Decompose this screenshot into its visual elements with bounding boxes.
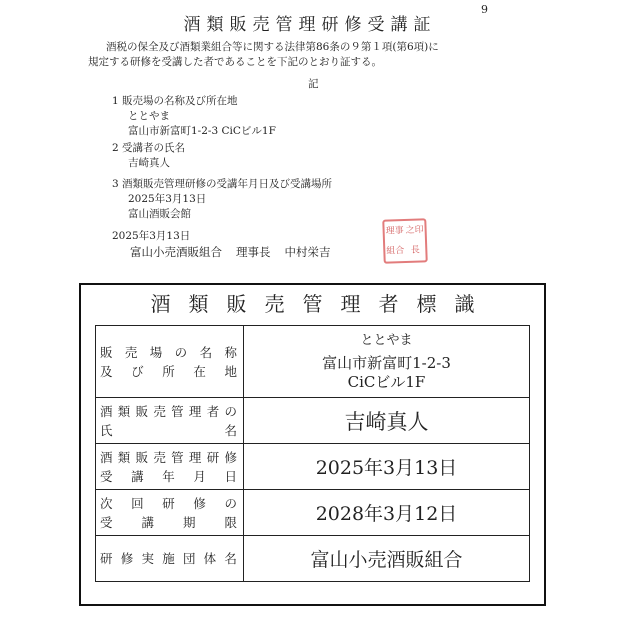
label-char: 日 — [224, 468, 237, 484]
label-char: 売 — [153, 403, 166, 419]
label-char: 回 — [131, 495, 144, 511]
seal-text: 長 — [410, 244, 420, 256]
label-line — [100, 362, 243, 381]
store-name-value: ととやま — [360, 333, 413, 348]
label-char: 在 — [193, 363, 206, 379]
store-address-value: CiCビル1F — [347, 373, 426, 391]
label-line — [100, 494, 243, 513]
sign-row-value — [244, 536, 530, 582]
label-char: 講 — [141, 514, 154, 530]
label-char: 所 — [162, 363, 175, 379]
label-char: の — [224, 403, 237, 419]
item-store — [112, 94, 276, 139]
sign-row-label — [96, 326, 244, 398]
sign-title: 酒類販売管理者標識 — [150, 292, 493, 316]
label-char: 類 — [117, 449, 131, 465]
label-char: 称 — [224, 344, 237, 360]
preamble-line: 規定する研修を受講した者であることを下記のとおり証する。 — [88, 56, 382, 68]
training-date: 2025年3月13日 — [128, 193, 207, 205]
label-char: 名 — [224, 422, 237, 438]
label-line — [100, 421, 243, 440]
label-char: 地 — [224, 363, 237, 379]
store-name: ととやま — [128, 110, 170, 122]
label-char: 研 — [206, 449, 220, 465]
label-char: 売 — [153, 449, 166, 465]
sign-row-value — [244, 490, 530, 536]
label-line — [100, 467, 243, 486]
official-seal — [382, 218, 428, 264]
issuer-block — [112, 228, 345, 260]
label-char: 管 — [171, 403, 184, 419]
label-char: の — [224, 495, 237, 511]
label-char: 期 — [182, 514, 196, 530]
label-char: 修 — [120, 551, 134, 566]
label-char: 酒 — [100, 449, 113, 465]
sign-row — [96, 326, 530, 398]
preamble-line: 酒税の保全及び酒類業組合等に関する法律第86条の９第１項(第6項)に — [106, 41, 439, 53]
label-char: 施 — [162, 551, 175, 566]
label-line — [100, 549, 243, 568]
label-char: 販 — [100, 344, 113, 360]
page-number: 9 — [481, 3, 488, 16]
label-char: 名 — [224, 551, 237, 566]
label-char: 氏 — [100, 422, 113, 438]
store-address-value: 富山市新富町1-2-3 — [322, 354, 451, 372]
item-trainee — [112, 141, 185, 171]
label-char: 類 — [117, 403, 131, 419]
label-char: 修 — [224, 449, 237, 465]
issuer-org: 富山小売酒販組合 — [130, 245, 222, 259]
label-char: 体 — [203, 551, 217, 566]
label-char: 年 — [162, 468, 175, 484]
label-char: 管 — [171, 449, 184, 465]
label-char: 講 — [131, 468, 144, 484]
issue-date: 2025年3月13日 — [112, 230, 191, 242]
label-char: 研 — [162, 495, 175, 511]
label-char: の — [174, 344, 188, 360]
issuer-name: 中村栄吉 — [284, 245, 331, 259]
certificate-preamble — [88, 40, 558, 70]
item-heading: 1 販売場の名称及び所在地 — [112, 95, 238, 107]
training-place: 富山酒販会館 — [128, 208, 191, 220]
label-char: 酒 — [100, 403, 113, 419]
store-address: 富山市新富町1-2-3 CiCビル1F — [128, 125, 276, 137]
sign-row-value — [244, 326, 530, 398]
sign-row — [96, 490, 530, 536]
sign-table — [95, 325, 530, 582]
item-heading: 2 受講者の氏名 — [112, 142, 186, 154]
label-char: 理 — [188, 403, 202, 419]
sign-row — [96, 444, 530, 490]
sign-row — [96, 398, 530, 444]
label-char: 実 — [141, 551, 154, 566]
sign-row-label — [96, 536, 244, 582]
sign-value-text: 富山小売酒販組合 — [310, 549, 463, 571]
label-line — [100, 513, 243, 532]
label-char: 場 — [149, 344, 163, 360]
label-line — [100, 448, 243, 467]
label-char: 名 — [199, 344, 213, 360]
trainee-name: 吉崎真人 — [128, 157, 170, 169]
label-char: 理 — [188, 449, 202, 465]
label-char: 月 — [193, 468, 206, 484]
sign-row — [96, 536, 530, 582]
seal-text: 之印 — [405, 224, 424, 236]
label-char: 次 — [100, 495, 113, 511]
label-char: 販 — [135, 449, 149, 465]
label-char: 研 — [100, 551, 113, 566]
manager-sign-board — [79, 283, 546, 606]
label-char: 者 — [206, 403, 220, 419]
sign-row-value — [244, 444, 530, 490]
label-char: 修 — [193, 495, 206, 511]
sign-value-text: 吉崎真人 — [344, 409, 429, 434]
label-char: 受 — [100, 468, 113, 484]
label-char: 販 — [135, 403, 149, 419]
label-char: 及 — [100, 363, 113, 379]
sign-row-label — [96, 444, 244, 490]
sign-row-label — [96, 398, 244, 444]
sign-value-text: 2028年3月12日 — [315, 503, 458, 525]
label-char: 団 — [182, 551, 196, 566]
label-char: 売 — [124, 344, 138, 360]
sign-row-label — [96, 490, 244, 536]
label-line — [100, 402, 243, 421]
issuer-line — [112, 244, 345, 260]
item-training — [112, 177, 332, 222]
label-char: 受 — [100, 514, 113, 530]
item-heading: 3 酒類販売管理研修の受講年月日及び受講場所 — [112, 178, 333, 190]
label-char: び — [131, 363, 144, 379]
seal-text: 組合 — [386, 245, 405, 257]
sign-value-text: 2025年3月13日 — [315, 457, 458, 479]
certificate-title: 酒類販売管理研修受講証 — [183, 15, 437, 35]
issuer-title: 理事長 — [236, 245, 271, 259]
ki-heading: 記 — [308, 78, 319, 90]
sign-row-value — [244, 398, 530, 444]
label-char: 限 — [224, 514, 237, 530]
label-line — [100, 343, 243, 362]
seal-text: 理事 — [385, 225, 404, 237]
